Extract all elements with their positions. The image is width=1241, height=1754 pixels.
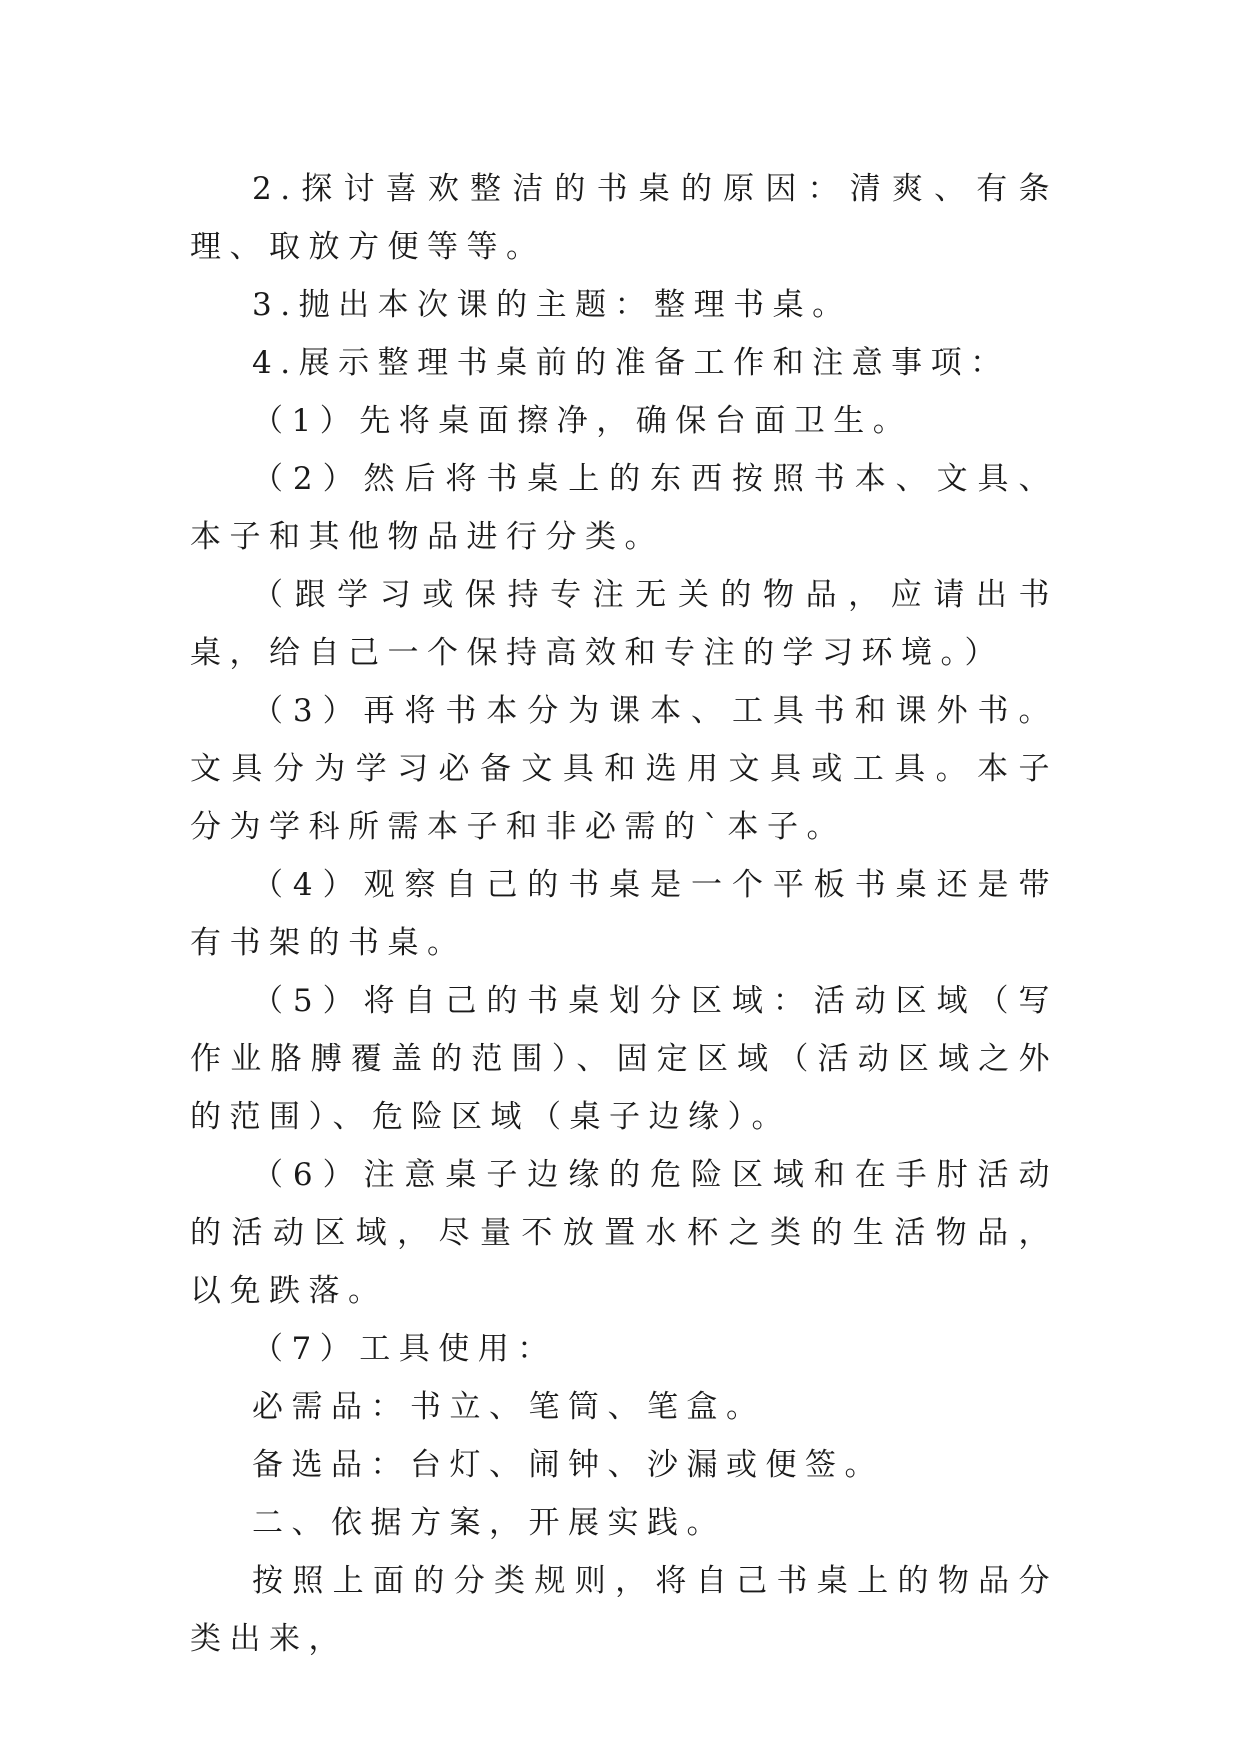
- paragraph-point-4: 4.展示整理书桌前的准备工作和注意事项：: [252, 345, 1010, 381]
- paragraph-item-1: （1）先将桌面擦净，确保台面卫生。: [252, 403, 913, 439]
- paragraph-essentials: 必需品：书立、笔筒、笔盒。: [252, 1389, 766, 1425]
- paragraph-item-7: （7）工具使用：: [252, 1331, 557, 1367]
- paragraph-item-2: （2）然后将书桌上的东西按照书本、文具、本子和其他物品进行分类。: [190, 461, 1058, 555]
- paragraph-practice: 按照上面的分类规则，将自己书桌上的物品分类出来，: [190, 1563, 1058, 1657]
- paragraph-item-3: （3）再将书本分为课本、工具书和课外书。文具分为学习必备文具和选用文具或工具。本子分为学科所需本子和非必需的`本子。: [190, 693, 1058, 845]
- paragraph-point-2: 2.探讨喜欢整洁的书桌的原因：清爽、有条理、取放方便等等。: [190, 171, 1058, 265]
- paragraph-point-3: 3.抛出本次课的主题：整理书桌。: [252, 287, 852, 323]
- paragraph-item-4: （4）观察自己的书桌是一个平板书桌还是带有书架的书桌。: [190, 867, 1058, 961]
- paragraph-item-5: （5）将自己的书桌划分区域：活动区域（写作业胳膊覆盖的范围）、固定区域（活动区域之外的范围）、危险区域（桌子边缘）。: [190, 983, 1058, 1135]
- paragraph-item-6: （6）注意桌子边缘的危险区域和在手肘活动的活动区域，尽量不放置水杯之类的生活物品，以免跌落。: [190, 1157, 1058, 1309]
- paragraph-item-2-note: （跟学习或保持专注无关的物品，应请出书桌，给自己一个保持高效和专注的学习环境。）: [190, 577, 1058, 671]
- section-heading-2: 二、依据方案，开展实践。: [252, 1505, 726, 1541]
- paragraph-optional-items: 备选品：台灯、闹钟、沙漏或便签。: [252, 1447, 884, 1483]
- document-body: [190, 160, 1058, 1668]
